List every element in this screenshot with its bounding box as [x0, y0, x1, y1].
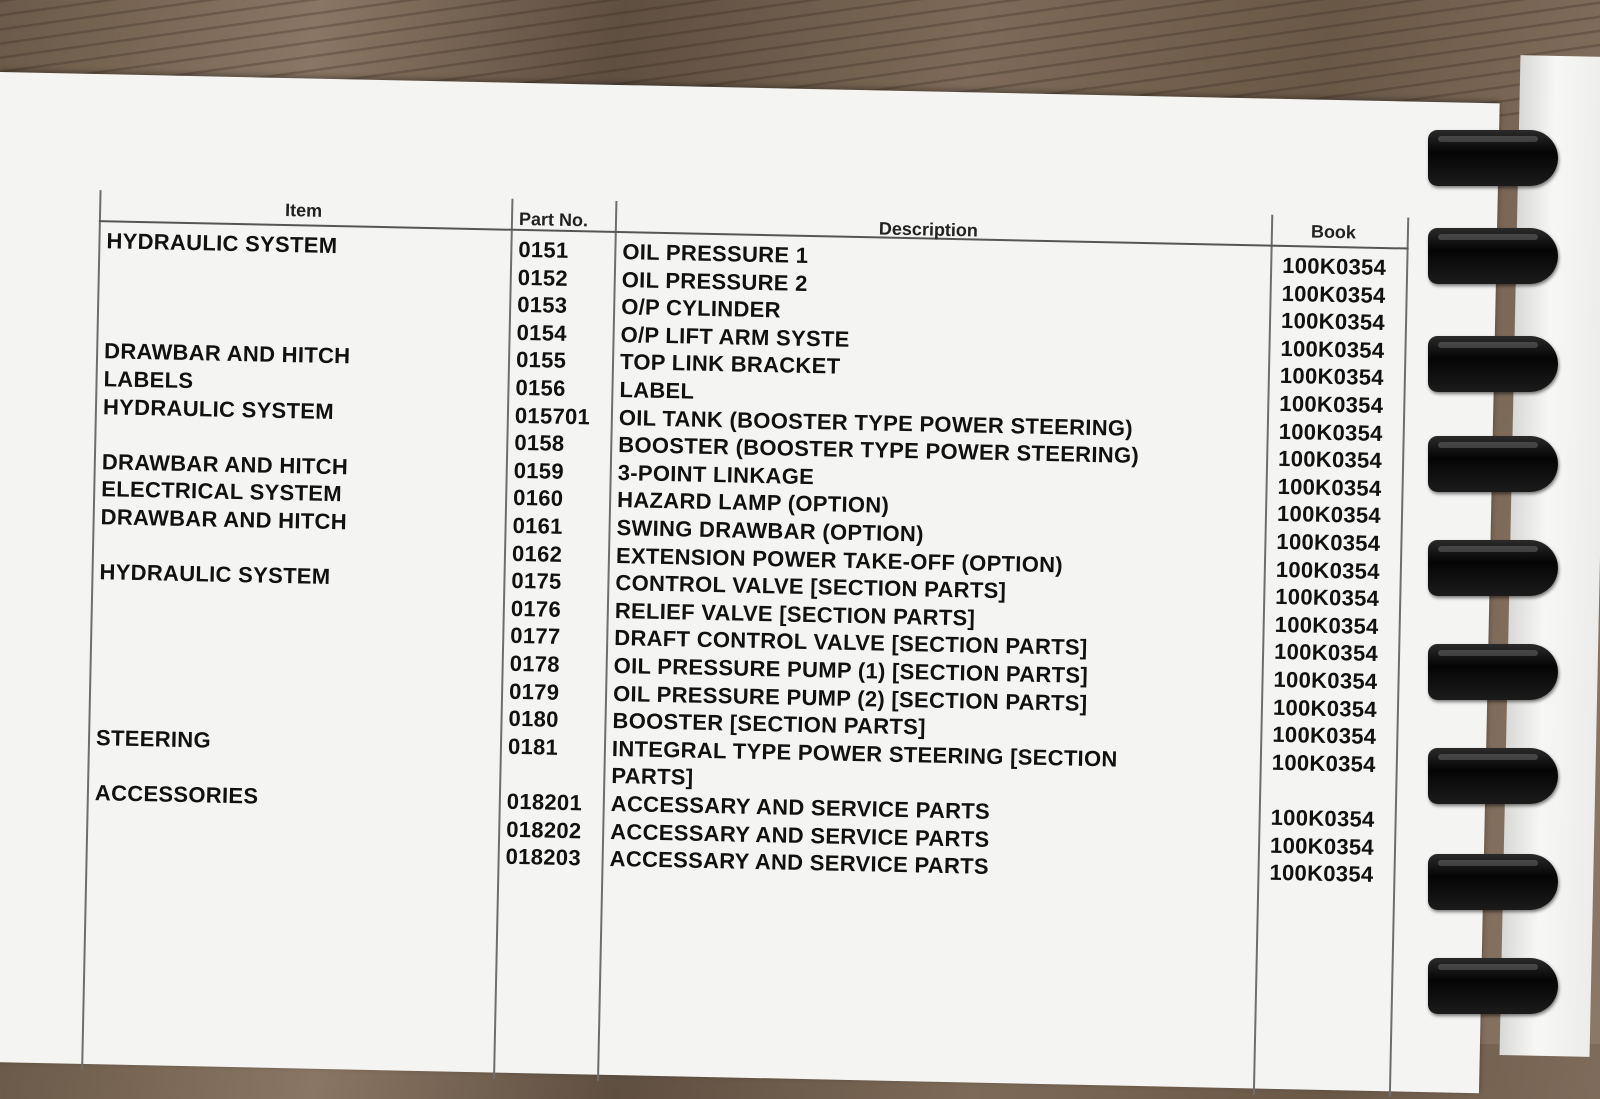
row-book: 100K0354	[1281, 280, 1386, 308]
row-book: 100K0354	[1272, 694, 1378, 722]
binder-ring	[1428, 336, 1558, 396]
row-item: DRAWBAR AND HITCH	[100, 504, 348, 535]
row-item: DRAWBAR AND HITCH	[101, 449, 349, 480]
row-part-no: 0180	[508, 705, 559, 733]
row-book: 100K0354	[1279, 363, 1385, 391]
row-description: BOOSTER (BOOSTER TYPE POWER STEERING)	[618, 432, 1140, 469]
binder-ring	[1428, 644, 1558, 704]
row-book: 100K0354	[1276, 501, 1382, 529]
row-item: DRAWBAR AND HITCH	[103, 338, 351, 369]
row-book: 100K0354	[1277, 446, 1383, 474]
row-book: 100K0354	[1278, 418, 1383, 446]
binder-ring	[1428, 540, 1558, 600]
row-description: LABEL	[619, 377, 695, 404]
row-description: CONTROL VALVE [SECTION PARTS]	[615, 570, 1007, 604]
row-description: ACCESSARY AND SERVICE PARTS	[609, 846, 990, 880]
row-description: OIL PRESSURE 1	[622, 239, 809, 268]
row-part-no: 0151	[518, 236, 569, 263]
row-description: TOP LINK BRACKET	[619, 349, 841, 380]
row-description: OIL TANK (BOOSTER TYPE POWER STEERING)	[618, 404, 1134, 441]
row-part-no: 0181	[507, 733, 559, 760]
row-item: ACCESSORIES	[94, 780, 259, 809]
row-item: HYDRAULIC SYSTEM	[106, 228, 338, 259]
row-part-no: 0178	[509, 650, 561, 677]
row-book: 100K0354	[1273, 639, 1379, 667]
row-part-no: 0152	[517, 264, 569, 291]
row-book: 100K0354	[1273, 666, 1378, 694]
row-book: 100K0354	[1272, 721, 1377, 750]
row-part-no: 0161	[512, 512, 564, 539]
row-part-no: 0176	[510, 595, 562, 622]
binder-ring	[1428, 854, 1558, 914]
row-part-no: 0162	[511, 540, 563, 567]
row-part-no: 0177	[510, 623, 561, 650]
row-book: 100K0354	[1269, 832, 1375, 860]
row-part-no: 018202	[505, 816, 582, 843]
row-item: STEERING	[95, 724, 212, 753]
parts-index-table	[81, 190, 1409, 1097]
row-part-no: 0179	[508, 678, 560, 705]
header-description: Description	[878, 218, 979, 241]
header-book: Book	[1310, 221, 1357, 243]
row-description: O/P LIFT ARM SYSTE	[620, 321, 850, 352]
row-part-no: 0155	[515, 347, 567, 374]
header-item: Item	[284, 200, 323, 221]
manual-page	[0, 72, 1500, 1093]
row-description: BOOSTER [SECTION PARTS]	[612, 708, 927, 740]
row-part-no: 0154	[516, 319, 568, 346]
binder-ring	[1428, 436, 1558, 496]
row-book: 100K0354	[1277, 473, 1382, 501]
row-description: INTEGRAL TYPE POWER STEERING [SECTION	[611, 735, 1118, 772]
row-book: 100K0354	[1275, 584, 1380, 612]
row-description: SWING DRAWBAR (OPTION)	[616, 515, 925, 547]
binder-ring	[1428, 958, 1558, 1018]
row-description: RELIEF VALVE [SECTION PARTS]	[614, 597, 976, 631]
row-description: OIL PRESSURE PUMP (2) [SECTION PARTS]	[612, 680, 1088, 716]
row-description: 3-POINT LINKAGE	[617, 459, 815, 489]
row-book: 100K0354	[1281, 252, 1387, 281]
row-book: 100K0354	[1275, 556, 1381, 584]
row-description: PARTS]	[611, 763, 694, 791]
row-part-no: 0175	[511, 568, 562, 595]
row-book: 100K0354	[1269, 859, 1374, 888]
row-description: O/P CYLINDER	[620, 294, 782, 323]
row-part-no: 0160	[512, 485, 564, 512]
row-part-no: 015701	[514, 402, 591, 430]
row-part-no: 0158	[514, 430, 565, 457]
row-description: DRAFT CONTROL VALVE [SECTION PARTS]	[614, 625, 1088, 661]
row-part-no: 0156	[515, 374, 566, 401]
row-book: 100K0354	[1280, 308, 1386, 336]
row-part-no: 018201	[506, 788, 583, 816]
row-description: HAZARD LAMP (OPTION)	[616, 487, 890, 519]
row-book: 100K0354	[1279, 390, 1384, 419]
row-item: HYDRAULIC SYSTEM	[99, 559, 331, 590]
row-description: ACCESSARY AND SERVICE PARTS	[609, 818, 990, 852]
row-description: OIL PRESSURE PUMP (1) [SECTION PARTS]	[613, 652, 1089, 688]
row-book: 100K0354	[1274, 611, 1379, 639]
row-item: HYDRAULIC SYSTEM	[102, 393, 335, 424]
binder-ring	[1428, 748, 1558, 808]
row-book: 100K0354	[1271, 749, 1377, 777]
row-description: OIL PRESSURE 2	[621, 266, 808, 296]
row-description: ACCESSARY AND SERVICE PARTS	[610, 790, 991, 824]
row-description: EXTENSION POWER TAKE-OFF (OPTION)	[615, 542, 1064, 577]
row-part-no: 0153	[516, 292, 568, 319]
binder-ring	[1428, 228, 1558, 288]
row-item: ELECTRICAL SYSTEM	[101, 476, 343, 507]
row-part-no: 0159	[513, 457, 565, 484]
row-book: 100K0354	[1270, 804, 1375, 832]
row-item: LABELS	[103, 366, 194, 394]
row-part-no: 018203	[505, 843, 582, 871]
header-part-no: Part No.	[518, 208, 589, 231]
binder-ring	[1428, 130, 1558, 190]
row-book: 100K0354	[1276, 528, 1381, 557]
row-book: 100K0354	[1280, 335, 1385, 363]
